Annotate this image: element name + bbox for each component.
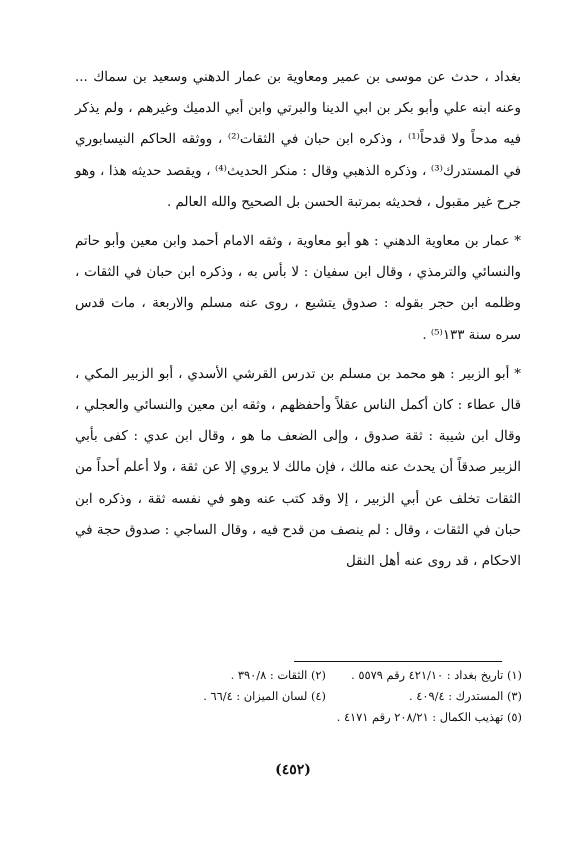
footnote-3: (٣) المستدرك : ٤٠٩/٤ . — [409, 689, 522, 703]
footnotes — [160, 665, 522, 728]
main-text — [75, 62, 521, 577]
footnote-row — [160, 665, 522, 686]
footnote-2: (٢) الثقات : ٣٩٠/٨ . — [230, 668, 326, 682]
paragraph-1: بغداد ، حدث عن موسى بن عمير ومعاوية بن عمار الدهني وسعيد بن سماك ... وعنه ابنه علي وأبو بكر بن ابي الدينا والبرتي وابن أبي الدميك وغيرهم ، ولم يذكر فيه مدحاً ولا قدحاً⁽¹⁾ ، وذكره ابن حبان في الثقات⁽²⁾ ، ووثقه الحاكم النيسابوري في المستدرك⁽³⁾ ، وذكره الذهبي وقال : منكر الحديث⁽⁴⁾ ، ويقصد حديثه هذا ، وهو جرح غير مقبول ، فحديثه بمرتبة الحسن بل الصحيح والله العالم . — [75, 70, 522, 210]
footnote-5: (٥) تهذيب الكمال : ٢٠٨/٢١ رقم ٤١٧١ . — [336, 710, 522, 724]
footnote-row — [160, 707, 522, 728]
paragraph-abu-zubayr: * أبو الزبير : هو محمد بن مسلم بن تدرس القرشي الأسدي ، أبو الزبير المكي ، قال عطاء : كان أكمل الناس عقلاً وأحفظهم ، وثقه ابن معين والنسائي والعجلي ، وقال ابن شيبة : ثقة صدوق ، وإلى الضعف ما هو ، وقال ابن عدي : كفى بأبي الزبير صدقاً أن يحدث عنه مالك ، فإن مالك لا يروي إلا عن ثقة ، ولا أعلم أحداً من الثقات تخلف عن أبي الزبير ، إلا وقد كتب عنه وهو في نفسه ثقة ، وذكره ابن حبان في الثقات ، وقال : لم ينصف من قدح فيه ، وقال الساجي : صدوق حجة في الاحكام ، قد روى عنه أهل النقل — [75, 366, 521, 570]
footnote-separator — [294, 661, 502, 662]
footnote-row — [160, 686, 522, 707]
footnote-1: (١) تاريخ بغداد : ٤٢١/١٠ رقم ٥٥٧٩ . — [351, 668, 522, 682]
paragraph-ammar: * عمار بن معاوية الدهني : هو أبو معاوية ، وثقه الامام أحمد وابن معين وأبو حاتم والنسائي والترمذي ، وقال ابن سفيان : لا بأس به ، وذكره ابن حبان في الثقات ، وظلمه ابن حجر بقوله : صدوق يتشيع ، روى عنه مسلم والاربعة ، مات قدس سره سنة ١٣٣⁽⁵⁾ . — [75, 234, 521, 343]
page-number: (٤٥٢) — [275, 762, 311, 778]
footnote-4: (٤) لسان الميزان : ٦٦/٤ . — [203, 689, 326, 703]
